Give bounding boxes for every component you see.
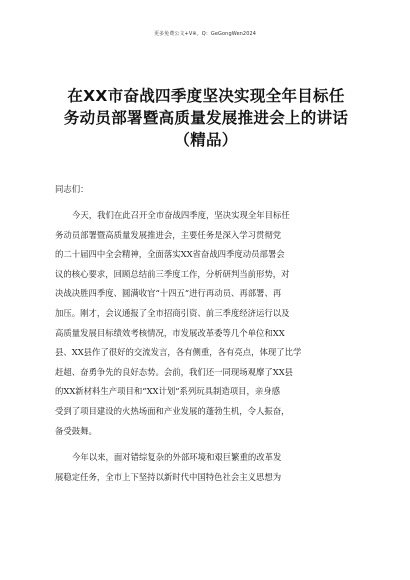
text-line: 议的核心要求，回顾总结前三季度工作，分析研判当前形势，对 [55,268,290,279]
text-line: 赶超、奋勇争先的良好态势。会前，我们还一同现场观摩了XX县 [55,366,294,377]
text-line: 备受鼓舞。 [55,425,97,436]
title-line: 务动员部署暨高质量发展推进会上的讲话 [63,109,349,127]
document-title [40,85,372,151]
text-line: 今天，我们在此召开全市奋战四季度，坚决实现全年目标任 [72,210,290,220]
text-line: 今年以来，面对错综复杂的外部环境和艰巨繁重的改革发 [72,452,282,463]
text-line: 受到了项目建设的火热场面和产业发展的蓬勃生机，令人振奋， [55,405,290,416]
salutation: 同志们： [55,184,89,194]
title-line: （精品） [174,131,238,149]
text-line: 务动员部署暨高质量发展推进会，主要任务是深入学习贯彻党 [55,229,282,240]
page-header: 更多免费公文+V※。Q：GeGongWen2024 [153,31,257,37]
paragraph [55,206,355,441]
text-line: 展稳定任务，全市上下坚持以新时代中国特色社会主义思想为 [55,471,282,482]
text-line: 县、XX县作了很好的交流发言，各有侧重，各有亮点，体现了比学 [55,347,302,358]
text-line: 的二十届四中全会精神，全面落实XX省奋战四季度动员部署会 [55,249,285,260]
document-body [55,206,355,487]
text-line: 高质量发展目标绩效考核情况，市发展改革委等几个单位和XX [55,327,285,338]
text-line: 加压。刚才，会议通报了全市招商引资、前三季度经济运行以及 [55,307,290,318]
text-line: 决战决胜四季度、圆满收官“十四五”进行再动员、再部署、再 [55,288,282,299]
text-line: 的XX新材料生产项目和“XX计划”系列玩具制造项目，亲身感 [55,386,281,397]
title-line: 在XX市奋战四季度坚决实现全年目标任 [67,87,345,105]
paragraph [55,448,355,487]
